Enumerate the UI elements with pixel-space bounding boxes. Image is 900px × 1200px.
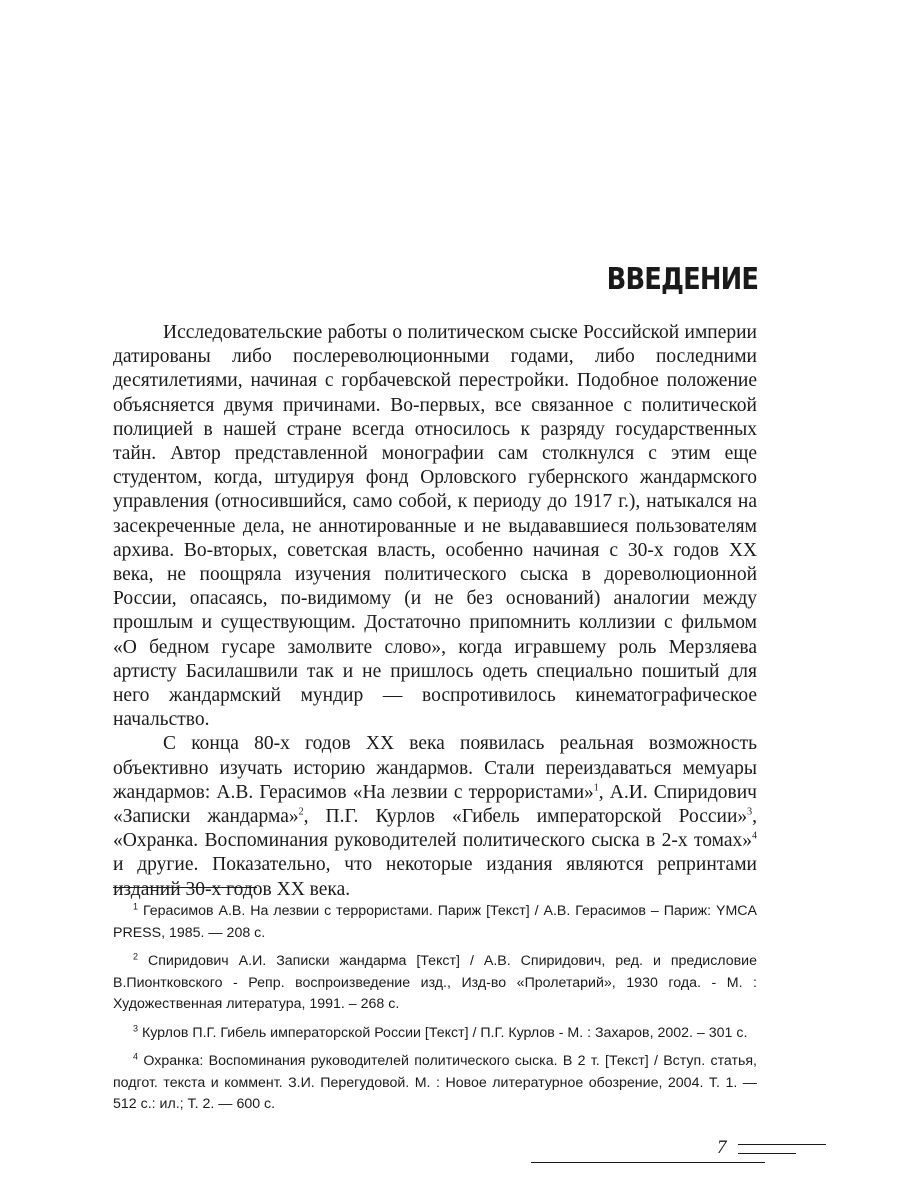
footnote-number: 1 [133,901,139,912]
footnote-text: Спиридович А.И. Записки жандарма [Текст] / А.В. Спиридович, ред. и предисловие В.Пионтковского - Репр. воспроизведение изд., Изд-во «Пролетарий», 1930 года. - М. : Художественная литература, 1991. – 268 с. [113,953,757,1012]
chapter-title: ВВЕДЕНИЕ [606,262,758,297]
footnote-text: Охранка: Воспоминания руководителей политического сыска. В 2 т. [Текст] / Вступ. статья, подгот. текста и коммент. З.И. Перегудовой. М. : Новое литературное обозрение, 2004. Т. 1. — 512 с.: ил.; Т. 2. — 600 с. [113,1053,757,1112]
footnote-2 [113,951,757,1016]
footnote-ref-1[interactable]: 1 [593,782,599,794]
paragraph-2-text-1: С конца 80-х годов XX века появилась реальная возможность объективно изучать историю жандармов. Стали переиздаваться мемуары жандармов: А.В. Герасимов «На лезвии с террористами» [113,733,757,803]
footnotes [113,901,757,1123]
footnote-number: 3 [133,1022,139,1033]
footnote-ref-3[interactable]: 3 [747,806,753,818]
footnote-text: Курлов П.Г. Гибель императорской России [Текст] / П.Г. Курлов - М. : Захаров, 2002. – 301 с. [141,1024,748,1041]
page-number-rule-middle [738,1153,796,1154]
footnote-3 [113,1023,757,1045]
footnote-ref-4[interactable]: 4 [752,830,757,842]
footnote-number: 4 [133,1051,139,1062]
paragraph-2-text-4: , «Охранка. Воспоминания руководителей политического сыска в 2-х томах» [113,806,757,852]
paragraph-2-text-5: и другие. Показательно, что некоторые издания являются репринтами изданий 30-х годов XX века. [113,854,757,900]
footnote-separator [113,887,257,888]
footnote-number: 2 [133,951,139,962]
paragraph-2-text-2: , А.И. Спиридович «Записки жандарма» [113,781,757,828]
paragraph-1: Исследовательские работы о политическом сыске Российской империи датированы либо послереволюционными годами, либо последними десятилетиями, начиная с горбачевской перестройки. Подобное положение объясняется двумя причинами. Во-первых, все связанное с политической полицией в нашей стране всегда относилось к разряду государственных тайн. Автор представленной монографии сам столкнулся с этим еще студентом, когда, штудируя фонд Орловского губернского жандармского управления (относившийся, само собой, к периоду до 1917 г.), натыкался на засекреченные дела, не аннотированные и не выдававшиеся пользователям архива. Во-вторых, советская власть, особенно начиная с 30-х годов XX века, не поощряла изучения политического сыска в дореволюционной России, опасаясь, по-видимому (и не без оснований) аналогии между прошлым и существующим. Достаточно припомнить коллизии с фильмом «О бедном гусаре замолвите слово», когда игравшему роль Мерзляева артисту Басилашвили так и не пришлось одеть специально пошитый для него жандармский мундир — воспротивилось кинематографическое начальство. [113,322,757,731]
body-text [113,321,757,902]
paragraph-2 [113,732,757,901]
page-number-rule-top [738,1144,826,1145]
page-number: 7 [717,1137,727,1158]
footnote-4 [113,1051,757,1116]
footnote-ref-2[interactable]: 2 [298,806,304,818]
page-number-rule-bottom [531,1162,765,1163]
paragraph-2-text-3: , П.Г. Курлов «Гибель императорской России» [303,806,748,828]
footnote-1 [113,901,757,944]
footnote-text: Герасимов А.В. На лезвии с террористами. Париж [Текст] / А.В. Герасимов – Париж: YMCA PRESS, 1985. — 208 с. [113,903,757,941]
